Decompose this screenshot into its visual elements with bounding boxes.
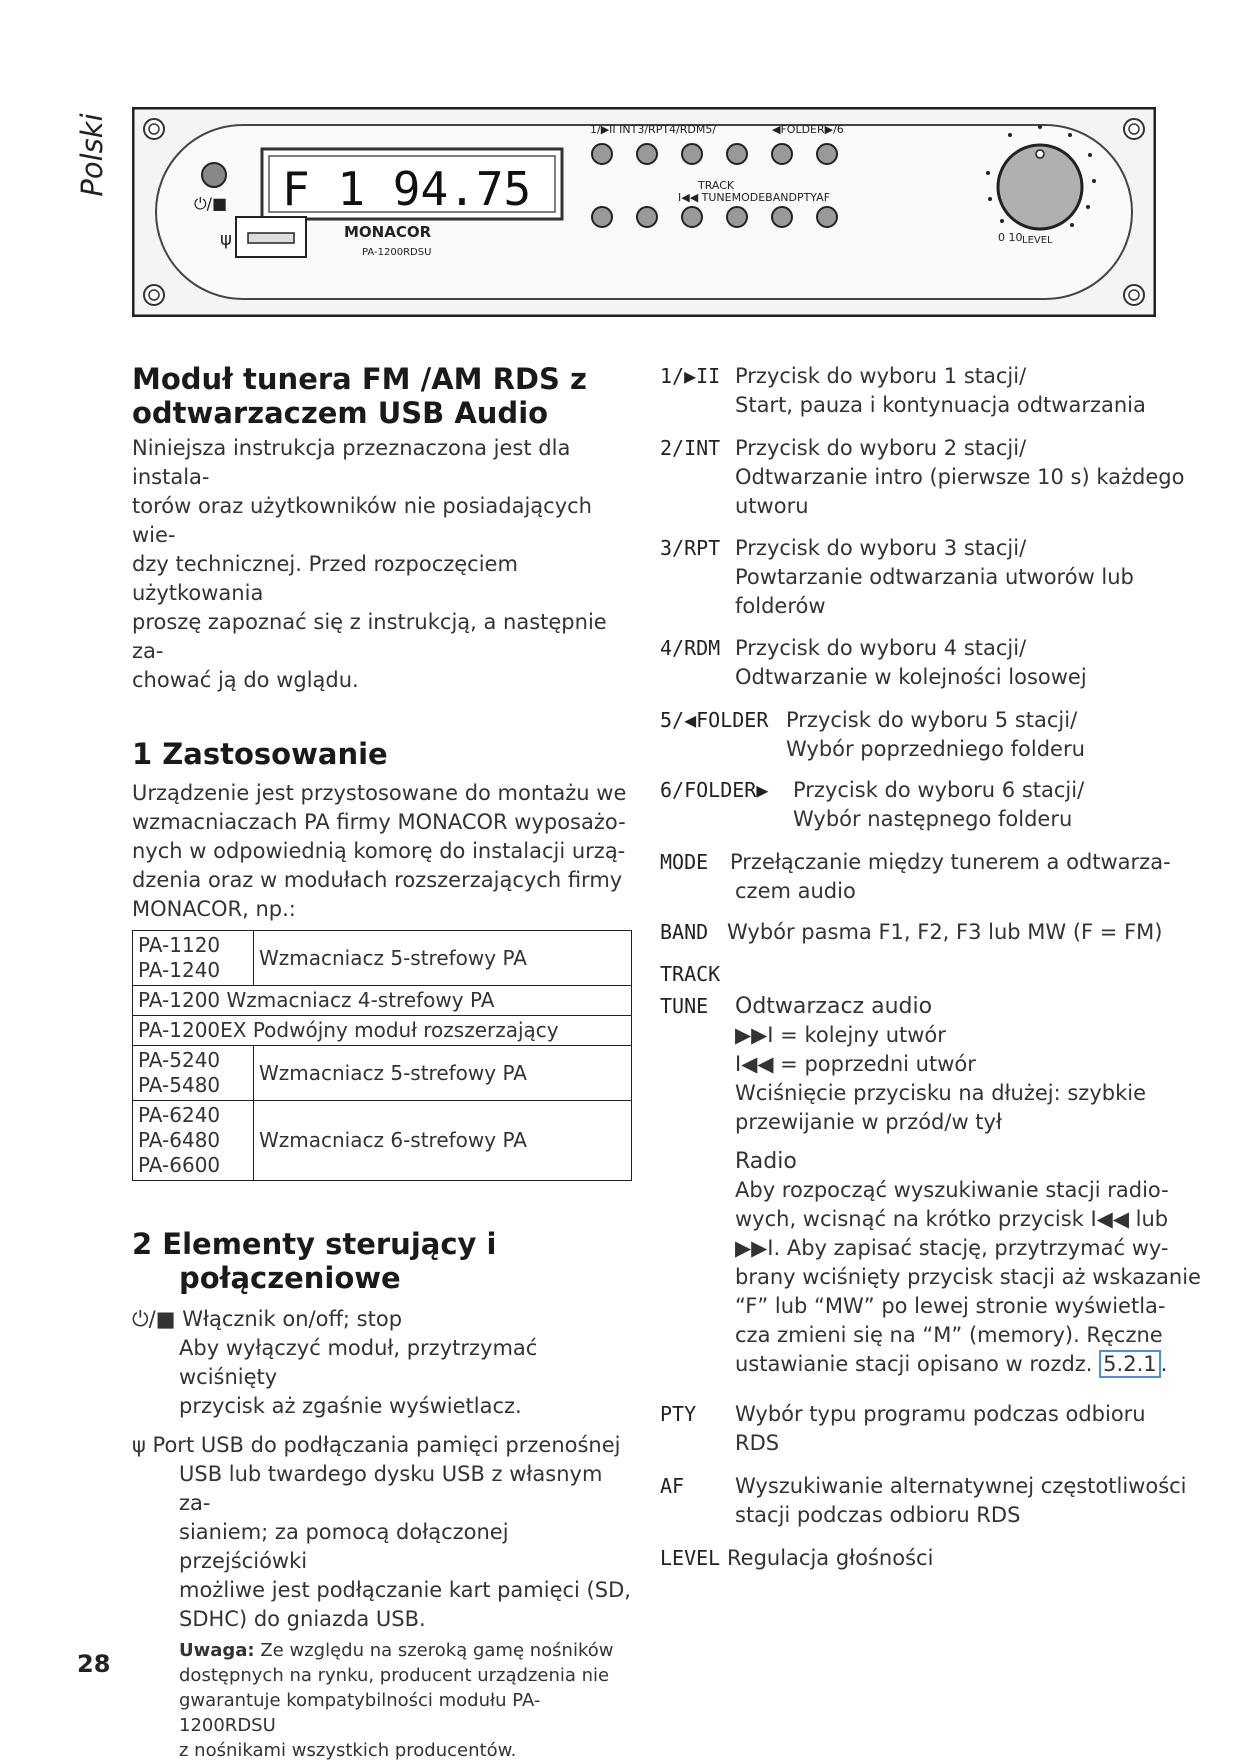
control-key: 1/▶II: [660, 364, 721, 388]
bottom-buttons-label: I◀◀ TUNEMODEBANDPTYAF: [678, 191, 831, 204]
usb-note: Uwaga: Ze względu na szeroką gamę nośników dostępnych na rynku, producent urządzenia nie gwarantuje kompatybilności modułu PA-1200RDSU z nośnikami wszystkich producentów.: [179, 1640, 614, 1761]
power-entry: ⏻/■ Włącznik on/off; stop Aby wyłączyć moduł, przytrzymać wciśnięty przycisk aż zgaśnie wyświetlacz.: [132, 1307, 538, 1418]
table-row: PA-1120 PA-1240 Wzmacniacz 5-strefowy PA: [133, 931, 632, 986]
screw-icon: [1124, 119, 1144, 139]
section-2-heading: 2 Elementy sterujący i połączeniowe: [132, 1227, 497, 1295]
section-1-heading: 1 Zastosowanie: [132, 737, 388, 771]
screw-icon: [144, 285, 164, 305]
table-row: PA-1200 Wzmacniacz 4-strefowy PA: [133, 986, 632, 1016]
left-column: [132, 362, 632, 1763]
power-icon: ⏻/■: [132, 1307, 176, 1331]
display-text: F 1 94.75: [282, 162, 532, 216]
top-buttons-label: 1/▶II INT3/RPT4/RDM5/: [590, 123, 717, 136]
section-link[interactable]: 5.2.1: [1099, 1350, 1160, 1378]
power-label: ⏻/■: [194, 194, 228, 213]
table-row: PA-6240 PA-6480 PA-6600 Wzmacniacz 6-strefowy PA: [133, 1101, 632, 1181]
side-language-label: [72, 100, 112, 210]
control-key: TRACK: [660, 962, 721, 986]
control-desc: Wybór typu programu podczas odbioru RDS: [735, 1402, 1146, 1455]
tune-description: Odtwarzacz audio ▶▶I = kolejny utwór I◀◀ = poprzedni utwór Wciśnięcie przycisku na dłużej: szybkie przewijanie w przód/w tył Radio Aby rozpocząć wyszukiwanie stacji radio- wych, wcisnąć na krótko przycisk I◀◀ lub ▶▶I. Aby zapisać stację, przytrzymać wy- brany wciśnięty przycisk stacji aż wskazanie “F” lub “MW” po lewej stronie wyświetla- cza zmieni się na “M” (memory). Ręczne ustawianie stacji opisano w rozdz. 5.2.1 .: [735, 994, 1201, 1376]
usb-icon: ψ: [132, 1433, 146, 1457]
control-key: 3/RPT: [660, 536, 721, 560]
control-desc: Przycisk do wyboru 2 stacji/ Odtwarzanie intro (pierwsze 10 s) każdego utworu: [735, 436, 1185, 518]
usb-icon: ψ: [220, 229, 232, 250]
control-key: AF: [660, 1474, 685, 1498]
side-label-text: Polski: [75, 113, 109, 197]
model-label: PA-1200RDSU: [362, 247, 432, 258]
control-desc: Wyszukiwanie alternatywnej częstotliwości stacji podczas odbioru RDS: [735, 1474, 1187, 1527]
section-1-paragraph: Urządzenie jest przystosowane do montażu we wzmacniaczach PA firmy MONACOR wyposażo- nych w odpowiednią komorę do instalacji urzą- dzenia oraz w modułach rozszerzających firmy MONACOR, np.:: [132, 781, 627, 921]
screw-icon: [144, 119, 164, 139]
control-desc: Przycisk do wyboru 4 stacji/ Odtwarzanie w kolejności losowej: [735, 636, 1087, 689]
control-desc: Przycisk do wyboru 3 stacji/ Powtarzanie odtwarzania utworów lub folderów: [735, 536, 1134, 618]
folder-label: ◀FOLDER▶/6: [772, 123, 844, 136]
control-key: 6/FOLDER▶: [660, 778, 769, 802]
page-number: 28: [77, 1650, 111, 1678]
control-key: 5/◀FOLDER: [660, 708, 769, 732]
track-label: TRACK: [698, 179, 735, 192]
level-knob-label: LEVEL: [1022, 235, 1053, 246]
control-desc: Przycisk do wyboru 5 stacji/ Wybór poprzedniego folderu: [786, 708, 1085, 761]
intro-paragraph: Niniejsza instrukcja przeznaczona jest dla instala- torów oraz użytkowników nie posiadających wie- dzy technicznej. Przed rozpoczęciem użytkowania proszę zapoznać się z instrukcją, a następnie za- chować ją do wglądu.: [132, 436, 607, 692]
doc-title: Moduł tunera FM /AM RDS z odtwarzaczem USB Audio: [132, 362, 587, 430]
power-button-icon: [202, 163, 226, 187]
control-key: LEVEL: [660, 1546, 721, 1570]
brand-logo: MONACOR: [344, 223, 432, 241]
device-panel-illustration: [132, 107, 1156, 317]
control-desc: Regulacja głośności: [727, 1546, 934, 1570]
control-key: 4/RDM: [660, 636, 721, 660]
table-row: PA-1200EX Podwójny moduł rozszerzający: [133, 1016, 632, 1046]
control-key: TUNE: [660, 994, 709, 1018]
table-row: PA-5240 PA-5480 Wzmacniacz 5-strefowy PA: [133, 1046, 632, 1101]
models-table: [132, 930, 632, 1181]
level-scale: 0 10: [998, 231, 1023, 244]
control-key: MODE: [660, 850, 709, 874]
control-desc: Przełączanie między tunerem a odtwarza- czem audio: [730, 850, 1171, 903]
control-key: 2/INT: [660, 436, 721, 460]
control-desc: Przycisk do wyboru 1 stacji/ Start, pauza i kontynuacja odtwarzania: [735, 364, 1146, 417]
control-desc: Wybór pasma F1, F2, F3 lub MW (F = FM): [727, 920, 1163, 944]
control-key: BAND: [660, 920, 709, 944]
control-desc: Przycisk do wyboru 6 stacji/ Wybór następnego folderu: [793, 778, 1085, 831]
usb-entry: ψ Port USB do podłączania pamięci przenośnej USB lub twardego dysku USB z własnym za- sianiem; za pomocą dołączonej przejściówki możliwe jest podłączanie kart pamięci (SD, SDHC) do gniazda USB.: [132, 1433, 631, 1631]
screw-icon: [1124, 285, 1144, 305]
control-key: PTY: [660, 1402, 697, 1426]
